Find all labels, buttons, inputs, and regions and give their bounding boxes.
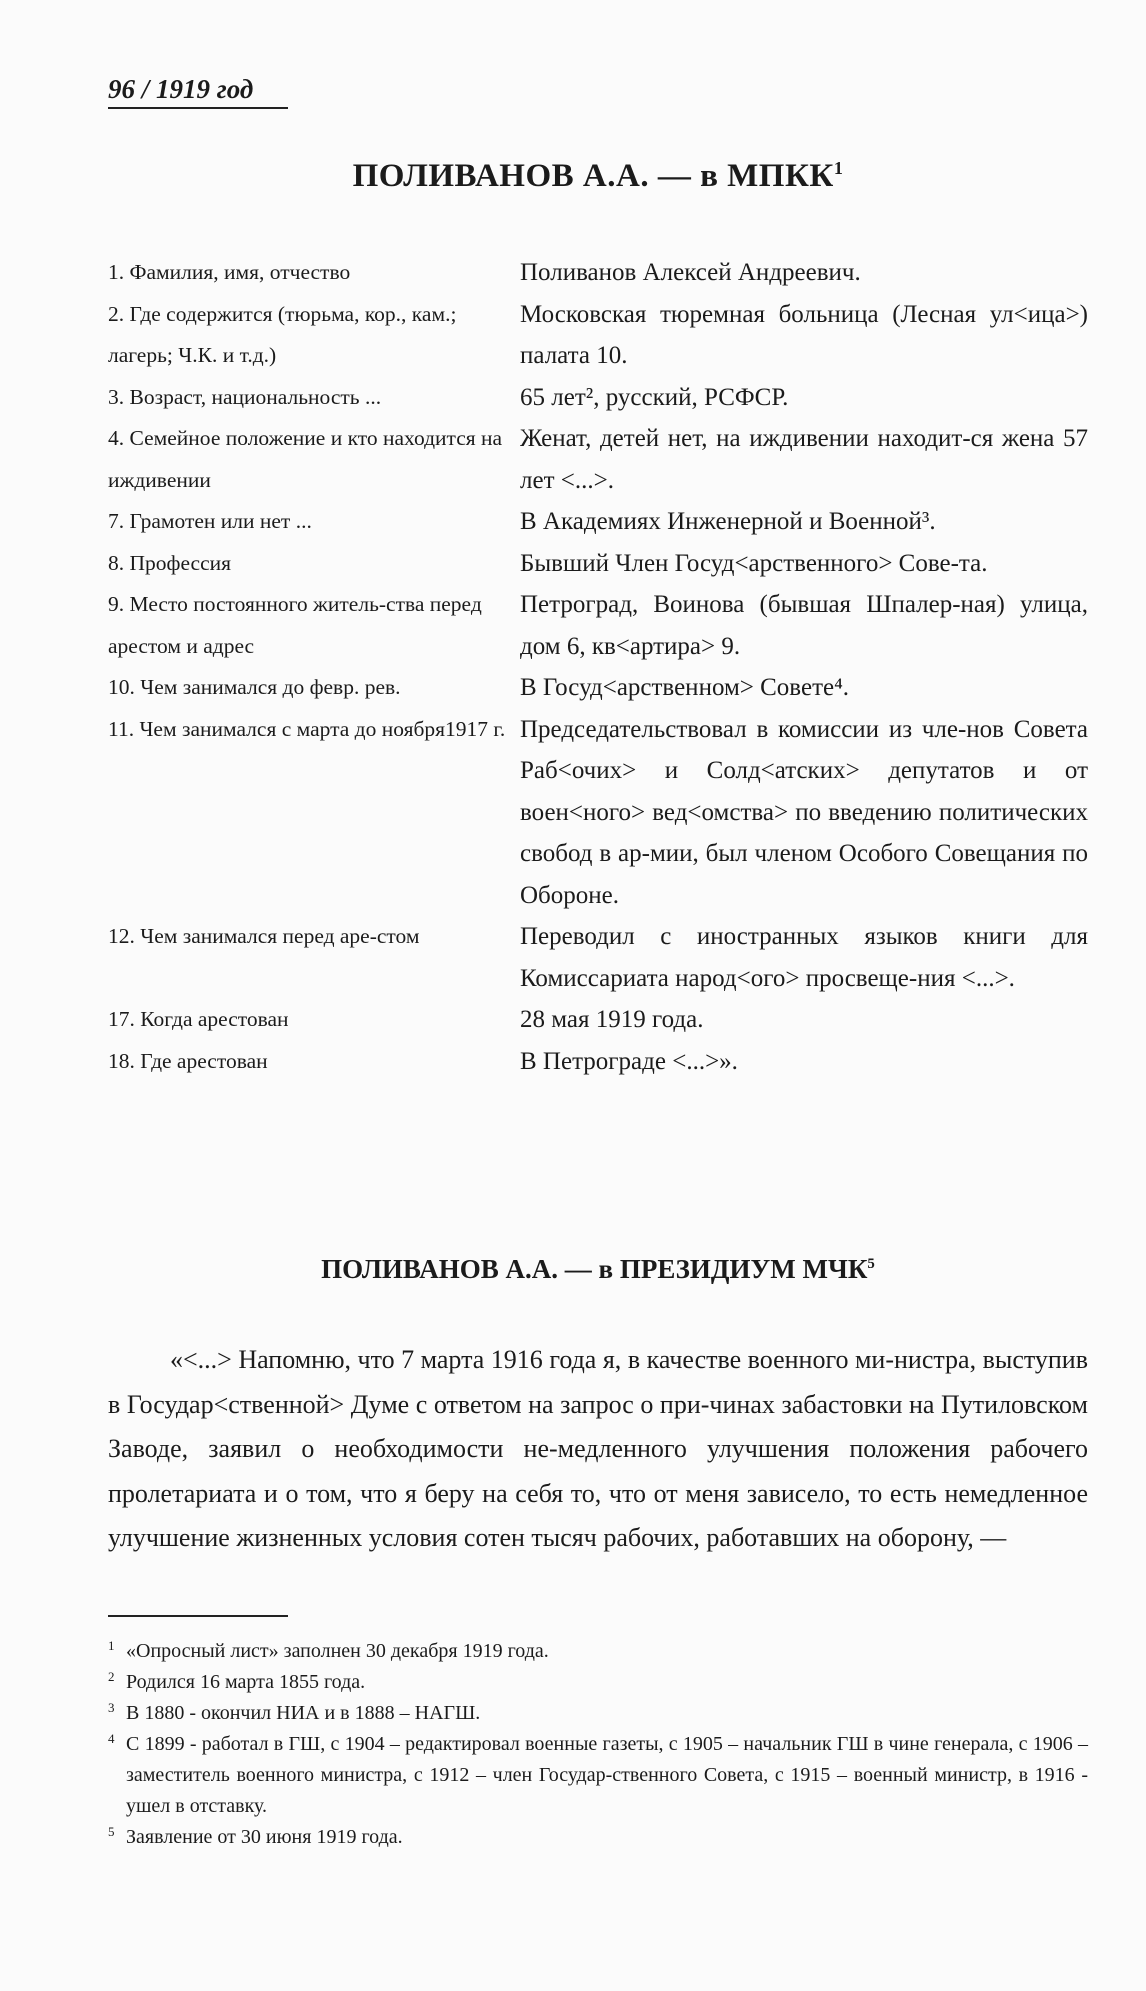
questionnaire-row: [108, 294, 1088, 377]
questionnaire: [108, 252, 1088, 1082]
footnote-number: 3: [108, 1700, 115, 1715]
footnote-text: С 1899 - работал в ГШ, с 1904 – редактировал военные газеты, с 1905 – начальник ГШ в чине генерала, с 1906 – заместитель военного министра, с 1912 – член Государ-ственного Совета, с 1915 – военный министр, в 1916 - ушел в отставку.: [126, 1733, 1088, 1817]
answer: В Госуд<арственном> Совете⁴.: [520, 674, 850, 701]
footnote: [108, 1636, 1088, 1667]
answer: Петроград, Воинова (бывшая Шпалер-ная) улица, дом 6, кв<артира> 9.: [520, 591, 1088, 660]
question: 9. Место постоянного житель-ства перед арестом и адрес: [108, 592, 482, 658]
question: 12. Чем занимался перед аре-стом: [108, 924, 420, 948]
footnote-number: 4: [108, 1731, 115, 1746]
question: 4. Семейное положение и кто находится на иждивении: [108, 426, 503, 492]
answer: Переводил с иностранных языков книги для Комиссариата народ<ого> просвеще-ния <...>.: [520, 923, 1088, 992]
document-title: [108, 158, 1088, 195]
answer: В Петрограде <...>».: [520, 1047, 738, 1075]
questionnaire-row: [108, 667, 1088, 709]
footnote-number: 5: [108, 1824, 115, 1839]
questionnaire-row: [108, 584, 1088, 667]
section-footnote-ref: 5: [867, 1256, 875, 1272]
answer: Поливанов Алексей Андреевич.: [520, 259, 861, 286]
question: 11. Чем занимался с марта до ноября1917 г.: [108, 716, 506, 741]
footnote-text: «Опросный лист» заполнен 30 декабря 1919 года.: [126, 1640, 549, 1662]
questionnaire-row: [108, 1041, 1088, 1083]
answer: 28 мая 1919 года.: [520, 1006, 704, 1033]
footnote-text: Родился 16 марта 1855 года.: [126, 1671, 366, 1693]
footnote-divider: [108, 1615, 288, 1617]
question: 3. Возраст, национальность ...: [108, 384, 382, 409]
title-footnote-ref: 1: [833, 158, 844, 178]
answer: Московская тюремная больница (Лесная ул<ица>) палата 10.: [520, 300, 1088, 369]
footnotes: [108, 1636, 1088, 1853]
statement-paragraph: «<...> Напомню, что 7 марта 1916 года я, в качестве военного ми-нистра, выступив в Государ<ственной> Думе с ответом на запрос о при-чинах забастовки на Путиловском Заводе, заявил о необходимости не-медленного улучшения положения рабочего пролетариата и о том, что я беру на себя то, что от меня зависело, то есть немедленное улучшение жизненных условия сотен тысяч рабочих, работавших на оборону, —: [108, 1345, 1088, 1552]
questionnaire-row: [108, 501, 1088, 543]
questionnaire-row: [108, 709, 1088, 917]
answer: В Академиях Инженерной и Военной³.: [520, 508, 936, 535]
document-title-text: ПОЛИВАНОВ А.А. — в МПКК: [352, 158, 834, 194]
answer: Женат, детей нет, на иждивении находит-ся жена 57 лет <...>.: [520, 425, 1088, 494]
question: 8. Профессия: [108, 550, 232, 575]
questionnaire-row: [108, 916, 1088, 999]
questionnaire-row: [108, 252, 1088, 294]
answer: 65 лет², русский, РСФСР.: [520, 383, 789, 411]
footnote-text: В 1880 - окончил НИА и в 1888 – НАГШ.: [126, 1702, 481, 1724]
footnote: [108, 1667, 1088, 1698]
questionnaire-row: [108, 418, 1088, 501]
footnote-text: Заявление от 30 июня 1919 года.: [126, 1826, 403, 1848]
footnote-number: 1: [108, 1638, 115, 1653]
question: 10. Чем занимался до февр. рев.: [108, 675, 401, 699]
section-title: [108, 1254, 1088, 1285]
footnote: [108, 1729, 1088, 1822]
footnote: [108, 1698, 1088, 1729]
questionnaire-row: [108, 377, 1088, 419]
question: 17. Когда арестован: [108, 1007, 289, 1031]
section-title-text: ПОЛИВАНОВ А.А. — в ПРЕЗИДИУМ МЧК: [321, 1254, 868, 1284]
question: 1. Фамилия, имя, отчество: [108, 260, 351, 284]
questionnaire-row: [108, 999, 1088, 1041]
question: 18. Где арестован: [108, 1048, 268, 1073]
question: 2. Где содержится (тюрьма, кор., кам.; лагерь; Ч.К. и т.д.): [108, 301, 457, 367]
running-head: 96 / 1919 год: [108, 74, 288, 109]
footnote: [108, 1822, 1088, 1853]
question: 7. Грамотен или нет ...: [108, 509, 312, 533]
answer: Председательствовал в комиссии из чле-нов Совета Раб<очих> и Солд<атских> депутатов и от воен<ного> вед<омства> по введению политических свобод в ар-мии, был членом Особого Совещания по Обороне.: [520, 715, 1088, 909]
questionnaire-row: [108, 543, 1088, 585]
answer: Бывший Член Госуд<арственного> Сове-та.: [520, 549, 988, 577]
footnote-number: 2: [108, 1669, 115, 1684]
